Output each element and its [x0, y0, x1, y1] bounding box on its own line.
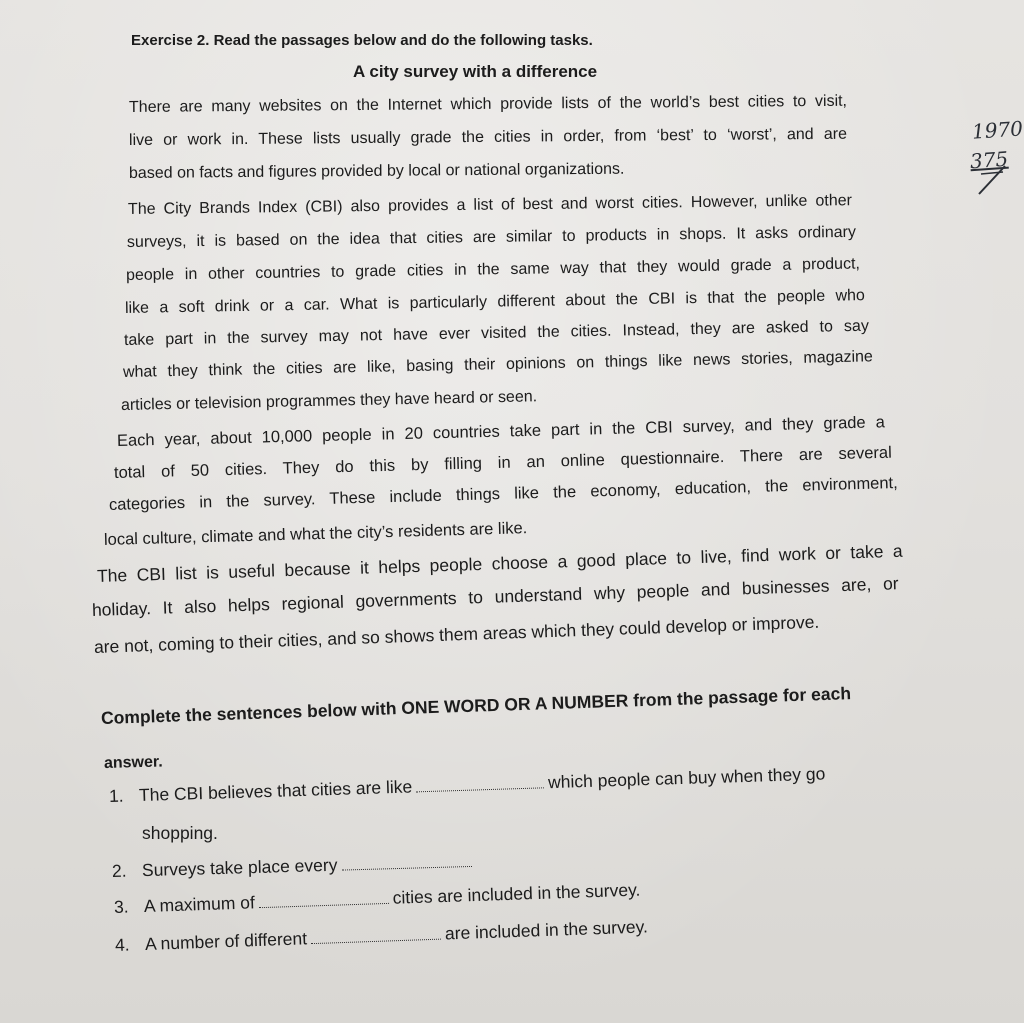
question-text-after: are included in the survey. — [444, 916, 649, 944]
question-number: 1. — [108, 785, 124, 806]
passage-title: A city survey with a difference — [353, 62, 598, 81]
passage-line: total of 50 cities. They do this by filling in an online questionnaire. There are several — [113, 443, 892, 482]
passage-line: based on facts and figures provided by local or national organizations. — [128, 160, 625, 182]
passage-line: The City Brands Index (CBI) also provides a list of best and worst cities. However, unlike other — [127, 192, 853, 218]
answer-blank-3[interactable] — [258, 889, 388, 908]
exercise-header: Exercise 2. Read the passages below and do the following tasks. — [131, 32, 593, 49]
passage-line: There are many websites on the Internet which provide lists of the world’s best cities to visit, — [128, 92, 848, 116]
passage-line: articles or television programmes they have heard or seen. — [120, 388, 538, 414]
passage-line: live or work in. These lists usually grade the cities in order, from ‘best’ to ‘worst’, and are — [128, 125, 848, 149]
passage-line: take part in the survey may not have ever visited the cities. Instead, they are asked to say — [123, 317, 870, 349]
instruction-line: answer. — [103, 753, 163, 772]
question-number: 3. — [113, 896, 129, 917]
question-text-before: A number of different — [144, 928, 308, 954]
answer-blank-1[interactable] — [416, 773, 544, 792]
instruction-line: Complete the sentences below with ONE WORD OR A NUMBER from the passage for each — [100, 683, 852, 728]
passage-line: people in other countries to grade cities in the same way that they would grade a product, — [125, 255, 861, 284]
answer-blank-2[interactable] — [341, 852, 471, 871]
question-number: 2. — [111, 860, 127, 881]
question-text-before: A maximum of — [143, 892, 256, 916]
question-text-after: which people can buy when they go — [547, 763, 826, 793]
question-1-continuation: shopping. — [142, 823, 218, 843]
passage-line: holiday. It also helps regional governments to understand why people and businesses are, or — [91, 573, 899, 620]
passage-line: what they think the cities are like, basing their opinions on things like news stories, magazine — [122, 348, 874, 381]
question-text-before: Surveys take place every — [141, 854, 338, 881]
passage-line: like a soft drink or a car. What is particularly different about the CBI is that the people who — [124, 287, 866, 317]
answer-blank-4[interactable] — [311, 925, 441, 945]
question-2 — [112, 851, 476, 881]
question-3 — [114, 880, 641, 917]
handwritten-note-bottom: 375 — [969, 146, 1009, 174]
handwritten-note-top: 1970 — [971, 116, 1024, 144]
question-1 — [109, 763, 826, 805]
question-text-before: The CBI believes that cities are like — [138, 776, 413, 806]
question-4 — [115, 916, 649, 955]
handwritten-slash-mark — [975, 160, 1015, 200]
question-number: 4. — [114, 934, 130, 955]
passage-line: categories in the survey. These include things like the economy, education, the environment, — [108, 473, 898, 514]
passage-line: surveys, it is based on the idea that cities are similar to products in shops. It asks ordinary — [126, 223, 857, 251]
question-text-after: cities are included in the survey. — [392, 879, 641, 908]
passage-line: Each year, about 10,000 people in 20 countries take part in the CBI survey, and they grade a — [116, 413, 885, 450]
passage-line: The CBI list is useful because it helps people choose a good place to live, find work or take a — [96, 540, 903, 586]
passage-line: are not, coming to their cities, and so shows them areas which they could develop or improve. — [93, 611, 820, 657]
passage-line: local culture, climate and what the city’s residents are like. — [103, 519, 528, 549]
